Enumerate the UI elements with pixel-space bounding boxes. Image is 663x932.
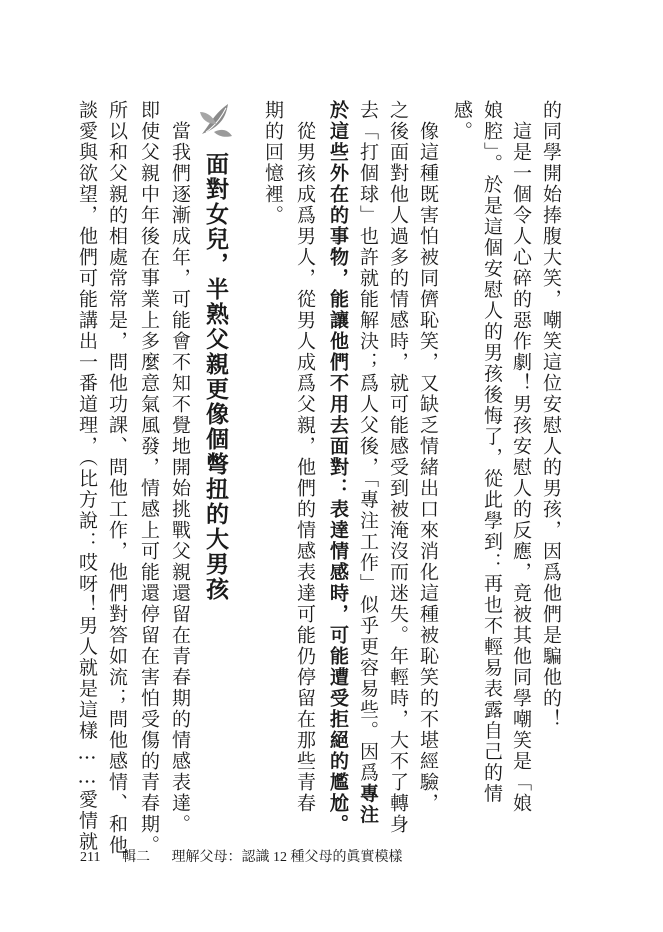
text-column [263, 100, 282, 226]
text-segment: 即使父親中年後在事業上多麼意氣風發，情感上可能還停留在害怕受傷的青春期。 [138, 100, 160, 856]
page-number: 211 [80, 850, 101, 865]
text-segment: 娘腔」。於是這個安慰人的男孩後悔了，從此學到：再也不輕易表露自己的情 [481, 100, 503, 805]
text-segment: 的同學開始捧腹大笑，嘲笑這位安慰人的男孩，因爲他們是騙他的！ [540, 100, 562, 730]
text-column [358, 100, 377, 826]
text-segment: 當我們逐漸成年，可能會不知不覺地開始挑戰父親還留在青春期的情感表達。 [169, 100, 191, 835]
text-column [107, 100, 126, 856]
chapter-title: 理解父母：認識 12 種父母的眞實模樣 [171, 850, 403, 865]
text-column [482, 100, 501, 805]
text-segment: 談愛與欲望，他們可能講出一番道理，（比方說：哎呀！男人就是這樣……愛情就 [76, 100, 98, 853]
text-segment: 感。 [451, 100, 473, 142]
text-segment: 所以和父親的相處常常是，問他功課、問他工作，他們對答如流；問他感情、和他 [106, 100, 128, 856]
text-segment: 之後面對他人過多的情感時，就可能感受到被淹沒而迷失。年輕時，大不了轉身 [387, 100, 409, 835]
text-segment: 像這種既害怕被同儕恥笑，又缺乏情緒出口來消化這種被恥笑的不堪經驗， [417, 100, 439, 814]
text-segment: 從男孩成爲男人，從男人成爲父親，他們的情感表達可能仍停留在那些青春 [294, 100, 316, 814]
page-footer [80, 846, 420, 866]
text-column [170, 100, 189, 835]
text-column [295, 100, 314, 814]
text-segment: 專注 [357, 783, 379, 826]
text-segment: 期的回憶裡。 [262, 100, 284, 226]
text-segment: 去「打個球」也許就能解決；爲人父後，「專注工作」似乎更容易些。因爲 [357, 100, 379, 784]
leaf-ornament-icon [196, 98, 236, 140]
text-column [541, 100, 560, 730]
chapter-label: 輯二 [121, 850, 150, 865]
text-column [77, 100, 96, 853]
text-segment: 於這些外在的事物，能讓他們不用去面對：表達情感時，可能遭受拒絕的尷尬。 [327, 100, 349, 835]
text-column [452, 100, 471, 142]
text-column [388, 100, 407, 835]
text-segment: 這是一個令人心碎的惡作劇！男孩安慰人的反應，竟被其他同學嘲笑是「娘 [510, 100, 532, 814]
text-column [511, 100, 530, 814]
text-column [139, 100, 158, 856]
text-column [418, 100, 437, 814]
text-column [328, 100, 347, 835]
section-heading: 面對女兒，半熟父親更像個彆扭的大男孩 [202, 152, 228, 602]
